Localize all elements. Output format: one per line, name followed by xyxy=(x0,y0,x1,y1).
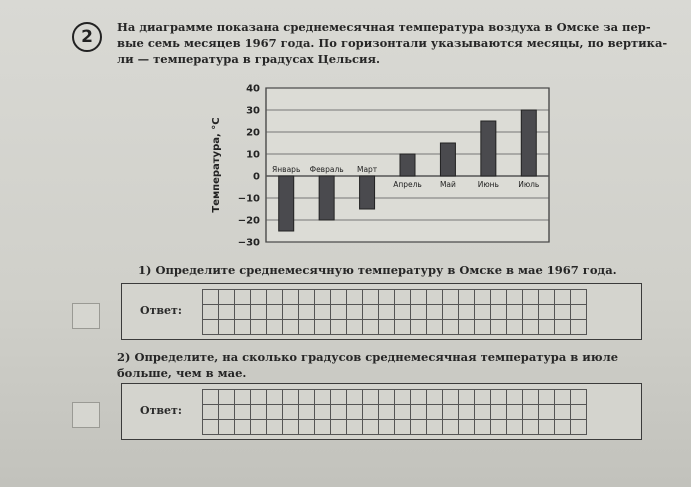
month-label: Апрель xyxy=(393,180,422,189)
y-tick-label: −10 xyxy=(237,193,260,205)
score-box-1 xyxy=(72,303,100,329)
y-tick-label: 0 xyxy=(253,171,260,183)
score-box-2 xyxy=(72,402,100,428)
bar-1 xyxy=(279,176,294,231)
problem-line: вые семь месяцев 1967 года. По горизонтали указываются месяцы, по вертика- xyxy=(117,36,668,50)
bar-5 xyxy=(440,143,455,176)
bar-3 xyxy=(360,176,375,209)
temperature-bar-chart xyxy=(204,80,564,250)
task-number-badge: 2 xyxy=(72,22,102,52)
y-tick-label: −30 xyxy=(237,237,260,249)
question-2 xyxy=(117,349,639,381)
question-2-line: 2) Определите, на сколько градусов среднемесячная температура в июле xyxy=(117,350,619,364)
problem-line: ли — температура в градусах Цельсия. xyxy=(117,52,381,66)
bar-7 xyxy=(521,110,536,176)
month-label: Июнь xyxy=(477,180,499,189)
month-label: Май xyxy=(439,180,456,189)
bar-4 xyxy=(400,154,415,176)
month-label: Февраль xyxy=(309,165,344,174)
question-1: 1) Определите среднемесячную температуру в Омске в мае 1967 года. xyxy=(138,263,617,277)
bar-2 xyxy=(319,176,334,220)
problem-statement xyxy=(117,19,668,67)
answer-label: Ответ: xyxy=(140,404,182,417)
question-2-line: больше, чем в мае. xyxy=(117,366,247,380)
answer-grid-1[interactable] xyxy=(202,289,587,335)
y-axis-label: Температура, °С xyxy=(211,117,222,213)
month-label: Январь xyxy=(272,165,301,174)
problem-line: На диаграмме показана среднемесячная температура воздуха в Омске за пер- xyxy=(117,20,651,34)
answer-grid-2[interactable] xyxy=(202,389,587,435)
answer-box-1 xyxy=(121,283,642,340)
bar-6 xyxy=(481,121,496,176)
y-tick-label: 40 xyxy=(246,83,260,95)
y-tick-label: 30 xyxy=(246,105,260,117)
answer-label: Ответ: xyxy=(140,304,182,317)
y-tick-label: 10 xyxy=(246,149,260,161)
answer-box-2 xyxy=(121,383,642,440)
month-label: Июль xyxy=(518,180,540,189)
y-tick-label: 20 xyxy=(246,127,260,139)
month-label: Март xyxy=(356,165,378,174)
y-tick-label: −20 xyxy=(237,215,260,227)
